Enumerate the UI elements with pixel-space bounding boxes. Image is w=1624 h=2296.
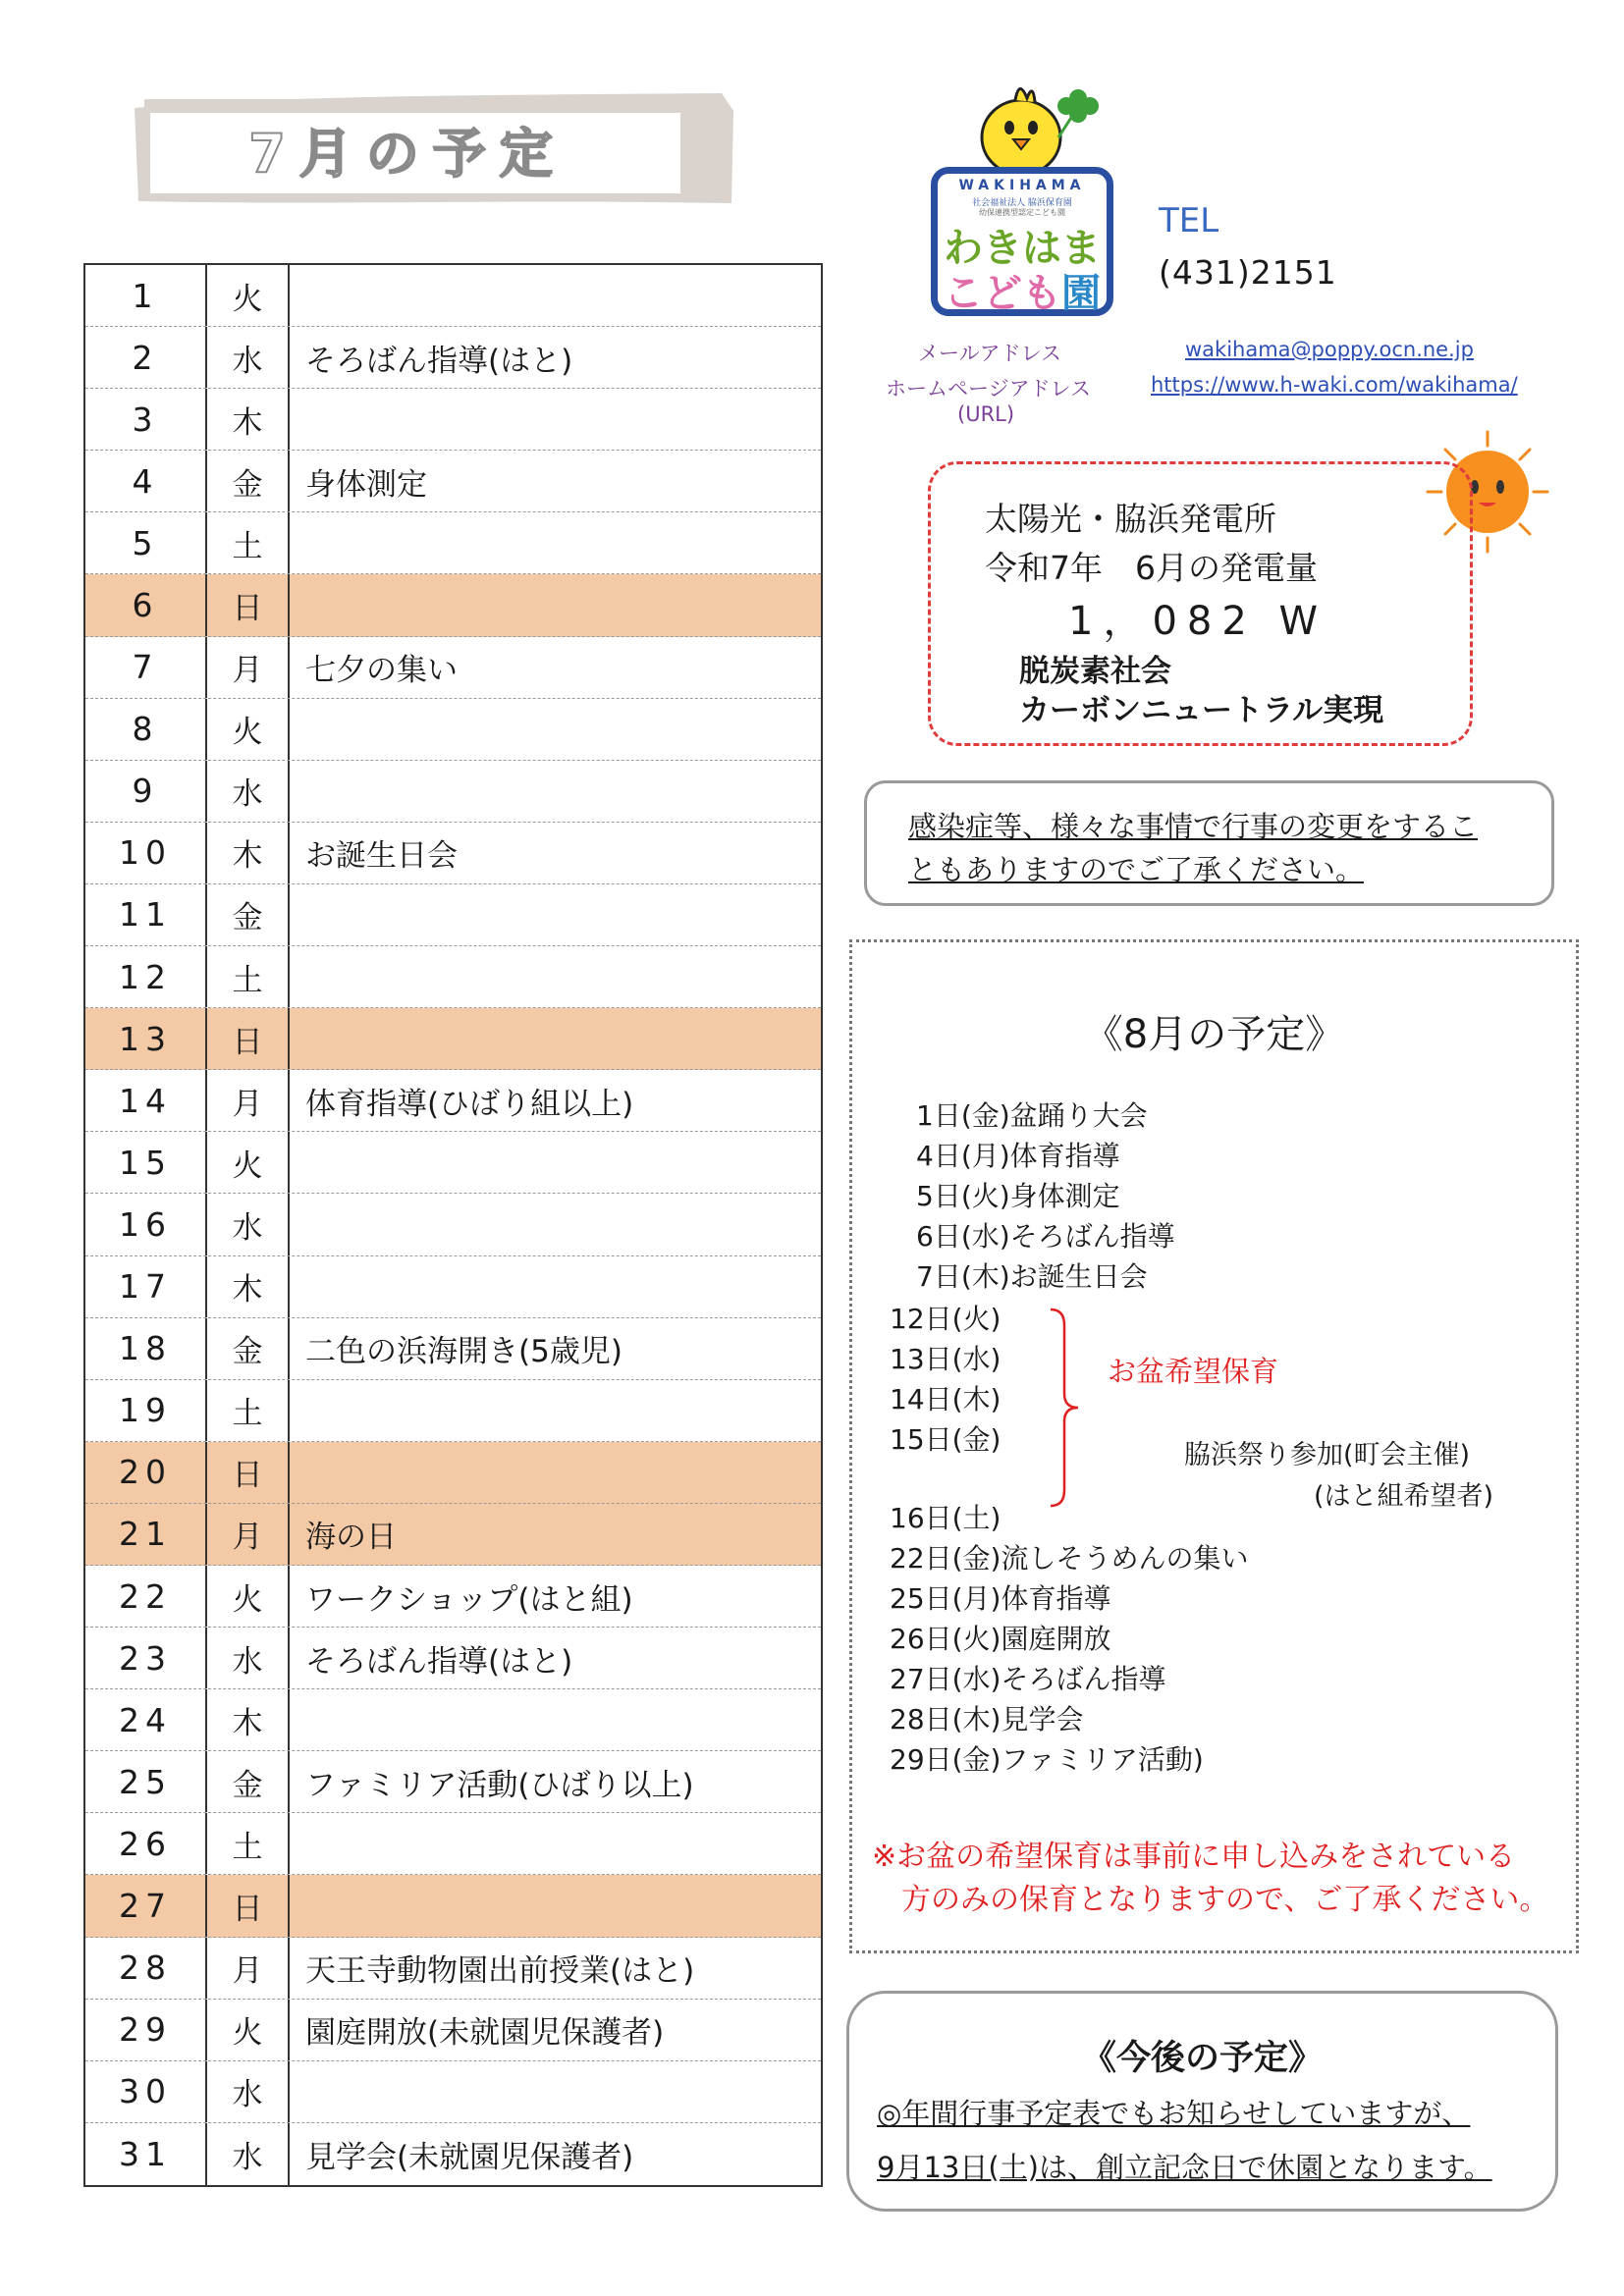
calendar-weekday: 木 (207, 1256, 290, 1317)
august-event-item: 13日(水) (890, 1343, 1001, 1375)
calendar-weekday: 金 (207, 1751, 290, 1812)
calendar-day: 11 (85, 884, 207, 945)
future-line-1: ◎年間行事予定表でもお知らせしていますが、 (877, 2097, 1471, 2130)
mail-label: メールアドレス (918, 342, 1061, 365)
august-event-item: 16日(土) (890, 1502, 1001, 1534)
calendar-day: 4 (85, 451, 207, 511)
title-banner (133, 93, 741, 206)
calendar-event (290, 946, 821, 1007)
calendar-row (85, 637, 821, 699)
august-event-item: 1日(金)盆踊り大会 (916, 1099, 1148, 1132)
calendar-day: 25 (85, 1751, 207, 1812)
august-event-item: 15日(金) (890, 1423, 1001, 1456)
calendar-row (85, 1813, 821, 1875)
calendar-day: 6 (85, 574, 207, 635)
calendar-row (85, 1318, 821, 1380)
calendar-row (85, 389, 821, 451)
calendar-weekday: 日 (207, 1442, 290, 1503)
calendar-row (85, 451, 821, 512)
tel-label: TEL (1159, 201, 1219, 240)
calendar-row (85, 265, 821, 327)
calendar-event (290, 2061, 821, 2122)
calendar-event (290, 574, 821, 635)
obon-note-line-1: ※お盆の希望保育は事前に申し込みをされている (872, 1840, 1516, 1874)
future-line-2: 9月13日(土)は、創立記念日で休園となります。 (877, 2151, 1492, 2184)
calendar-day: 20 (85, 1442, 207, 1503)
calendar-weekday: 火 (207, 1132, 290, 1193)
calendar-event: 園庭開放(未就園児保護者) (305, 2015, 665, 2052)
calendar-weekday: 金 (207, 884, 290, 945)
calendar-weekday: 木 (207, 823, 290, 883)
email-link[interactable]: wakihama@poppy.ocn.ne.jp (1185, 338, 1474, 361)
logo-roman-text: WAKIHAMA (958, 178, 1086, 193)
calendar-event: お誕生日会 (305, 838, 458, 875)
august-event-item: 12日(火) (890, 1303, 1001, 1335)
calendar-event (290, 1132, 821, 1193)
calendar-day: 8 (85, 699, 207, 760)
calendar-day: 24 (85, 1689, 207, 1750)
calendar-day: 12 (85, 946, 207, 1007)
calendar-weekday: 火 (207, 699, 290, 760)
calendar-day: 30 (85, 2061, 207, 2122)
calendar-day: 17 (85, 1256, 207, 1317)
calendar-row (85, 1938, 821, 2000)
calendar-weekday: 月 (207, 1504, 290, 1565)
calendar-event (290, 389, 821, 450)
calendar-weekday: 土 (207, 1380, 290, 1441)
calendar-day: 1 (85, 265, 207, 326)
calendar-event: 海の日 (305, 1520, 397, 1556)
page-title: 7月の予定 (248, 123, 567, 185)
august-event-item: 14日(木) (890, 1383, 1001, 1415)
solar-slogan-2: カーボンニュートラル実現 (1019, 693, 1384, 728)
calendar-day: 29 (85, 2000, 207, 2060)
calendar-event: そろばん指導(はと) (305, 1643, 573, 1680)
homepage-link[interactable]: https://www.h-waki.com/wakihama/ (1151, 373, 1518, 397)
calendar-day: 27 (85, 1875, 207, 1936)
solar-period: 令和7年 6月の発電量 (985, 549, 1318, 587)
calendar-row (85, 699, 821, 761)
calendar-event (290, 1813, 821, 1874)
calendar-weekday: 月 (207, 1070, 290, 1131)
calendar-row (85, 1380, 821, 1442)
calendar-row (85, 1504, 821, 1566)
august-title: 《8月の予定》 (1083, 1012, 1345, 1057)
calendar-row (85, 1875, 821, 1937)
calendar-event (290, 1875, 821, 1936)
calendar-weekday: 金 (207, 1318, 290, 1379)
calendar-weekday: 土 (207, 1813, 290, 1874)
future-schedule-box (846, 1991, 1558, 2212)
calendar-row (85, 1751, 821, 1813)
calendar-weekday: 土 (207, 512, 290, 573)
calendar-day: 3 (85, 389, 207, 450)
calendar-day: 16 (85, 1194, 207, 1255)
tel-number: (431)2151 (1159, 253, 1337, 292)
calendar-day: 15 (85, 1132, 207, 1193)
calendar-row (85, 327, 821, 389)
obon-note (872, 1836, 1569, 1922)
calendar-row (85, 1689, 821, 1751)
august-event-item: 28日(木)見学会 (890, 1703, 1084, 1735)
july-calendar-table (83, 263, 823, 2187)
calendar-row (85, 1442, 821, 1504)
august-event-item: 6日(水)そろばん指導 (916, 1220, 1175, 1253)
august-event-item: 4日(月)体育指導 (916, 1140, 1120, 1172)
logo-org-type: 幼保連携型認定こども園 (979, 208, 1065, 217)
calendar-event: 七夕の集い (305, 653, 458, 689)
calendar-weekday: 水 (207, 327, 290, 388)
calendar-row (85, 2123, 821, 2185)
festival-sublabel: (はと組希望者) (1314, 1481, 1494, 1512)
calendar-event (290, 699, 821, 760)
calendar-weekday: 金 (207, 451, 290, 511)
calendar-event (290, 1380, 821, 1441)
calendar-event: そろばん指導(はと) (305, 343, 573, 379)
calendar-event (290, 761, 821, 822)
calendar-day: 10 (85, 823, 207, 883)
calendar-day: 2 (85, 327, 207, 388)
calendar-weekday: 火 (207, 265, 290, 326)
solar-slogan-1: 脱炭素社会 (1019, 654, 1171, 689)
calendar-event: 二色の浜海開き(5歳児) (305, 1334, 623, 1370)
calendar-day: 5 (85, 512, 207, 573)
calendar-weekday: 月 (207, 1938, 290, 1999)
calendar-event (290, 1256, 821, 1317)
calendar-event: 見学会(未就園児保護者) (305, 2139, 634, 2175)
logo-house (931, 167, 1113, 316)
calendar-row (85, 884, 821, 946)
calendar-row (85, 2061, 821, 2123)
august-event-item: 22日(金)流しそうめんの集い (890, 1542, 1249, 1575)
chick-mascot-icon (931, 69, 1117, 177)
calendar-event (290, 1442, 821, 1503)
calendar-day: 31 (85, 2123, 207, 2185)
august-event-item: 26日(火)園庭開放 (890, 1623, 1111, 1655)
august-event-item: 7日(木)お誕生日会 (916, 1260, 1148, 1293)
calendar-weekday: 水 (207, 1194, 290, 1255)
calendar-row (85, 574, 821, 636)
calendar-row (85, 512, 821, 574)
calendar-row (85, 823, 821, 884)
logo-name-en: 園 (1061, 271, 1101, 316)
calendar-weekday: 日 (207, 1008, 290, 1069)
solar-power-box (928, 461, 1473, 746)
calendar-day: 26 (85, 1813, 207, 1874)
logo-name-kodomo: こども (944, 271, 1061, 316)
calendar-day: 14 (85, 1070, 207, 1131)
calendar-event (290, 1689, 821, 1750)
calendar-event: 天王寺動物園出前授業(はと) (305, 1953, 695, 1990)
calendar-row (85, 761, 821, 823)
solar-station-name: 太陽光・脇浜発電所 (985, 500, 1276, 538)
calendar-weekday: 水 (207, 761, 290, 822)
bracket-icon (1047, 1308, 1086, 1509)
calendar-event (290, 884, 821, 945)
calendar-row (85, 1566, 821, 1628)
calendar-weekday: 火 (207, 2000, 290, 2060)
calendar-row (85, 1256, 821, 1318)
calendar-row (85, 1070, 821, 1132)
august-event-item: 5日(火)身体測定 (916, 1180, 1120, 1212)
calendar-day: 18 (85, 1318, 207, 1379)
august-event-item: 29日(金)ファミリア活動) (890, 1743, 1204, 1776)
calendar-event (290, 512, 821, 573)
calendar-weekday: 日 (207, 574, 290, 635)
change-notice-box (864, 780, 1554, 906)
calendar-weekday: 水 (207, 2061, 290, 2122)
future-title: 《今後の予定》 (1081, 2039, 1323, 2078)
calendar-event: ファミリア活動(ひばり以上) (305, 1767, 694, 1803)
calendar-event (290, 265, 821, 326)
calendar-row (85, 1194, 821, 1255)
calendar-row (85, 1008, 821, 1070)
wakihama-logo (931, 69, 1117, 324)
calendar-row (85, 946, 821, 1008)
logo-name-line2 (938, 262, 1107, 318)
calendar-weekday: 水 (207, 2123, 290, 2185)
solar-output-value: 1，082 W (1068, 599, 1328, 644)
calendar-day: 21 (85, 1504, 207, 1565)
calendar-weekday: 土 (207, 946, 290, 1007)
august-schedule-box (849, 939, 1579, 1953)
homepage-label: ホームページアドレス (886, 377, 1091, 400)
calendar-row (85, 1628, 821, 1689)
obon-childcare-label: お盆希望保育 (1108, 1355, 1279, 1388)
calendar-event: 身体測定 (305, 466, 427, 503)
notice-line-2: ともありますのでご了承ください。 (908, 853, 1365, 886)
calendar-day: 13 (85, 1008, 207, 1069)
calendar-weekday: 水 (207, 1628, 290, 1688)
calendar-event: 体育指導(ひばり組以上) (305, 1086, 634, 1122)
calendar-row (85, 2000, 821, 2061)
calendar-event (290, 1008, 821, 1069)
calendar-weekday: 月 (207, 637, 290, 698)
calendar-weekday: 日 (207, 1875, 290, 1936)
festival-label: 脇浜祭り参加(町会主催) (1184, 1440, 1471, 1470)
calendar-weekday: 火 (207, 1566, 290, 1627)
calendar-day: 19 (85, 1380, 207, 1441)
calendar-day: 9 (85, 761, 207, 822)
calendar-day: 22 (85, 1566, 207, 1627)
change-notice-text (908, 805, 1522, 891)
logo-org-name: 社会福祉法人 脇浜保育園 (972, 198, 1072, 208)
calendar-day: 23 (85, 1628, 207, 1688)
calendar-day: 7 (85, 637, 207, 698)
calendar-weekday: 木 (207, 1689, 290, 1750)
notice-line-1: 感染症等、様々な事情で行事の変更をするこ (908, 810, 1479, 843)
august-event-item: 27日(水)そろばん指導 (890, 1663, 1166, 1695)
calendar-event (290, 1194, 821, 1255)
calendar-event: ワークショップ(はと組) (305, 1581, 633, 1618)
obon-note-line-2: 方のみの保育となりますので、ご了承ください。 (901, 1883, 1549, 1917)
august-event-item: 25日(月)体育指導 (890, 1582, 1111, 1615)
logo-name-line1: わきはま (944, 226, 1101, 271)
calendar-weekday: 木 (207, 389, 290, 450)
calendar-row (85, 1132, 821, 1194)
calendar-day: 28 (85, 1938, 207, 1999)
url-label: (URL) (957, 402, 1015, 426)
